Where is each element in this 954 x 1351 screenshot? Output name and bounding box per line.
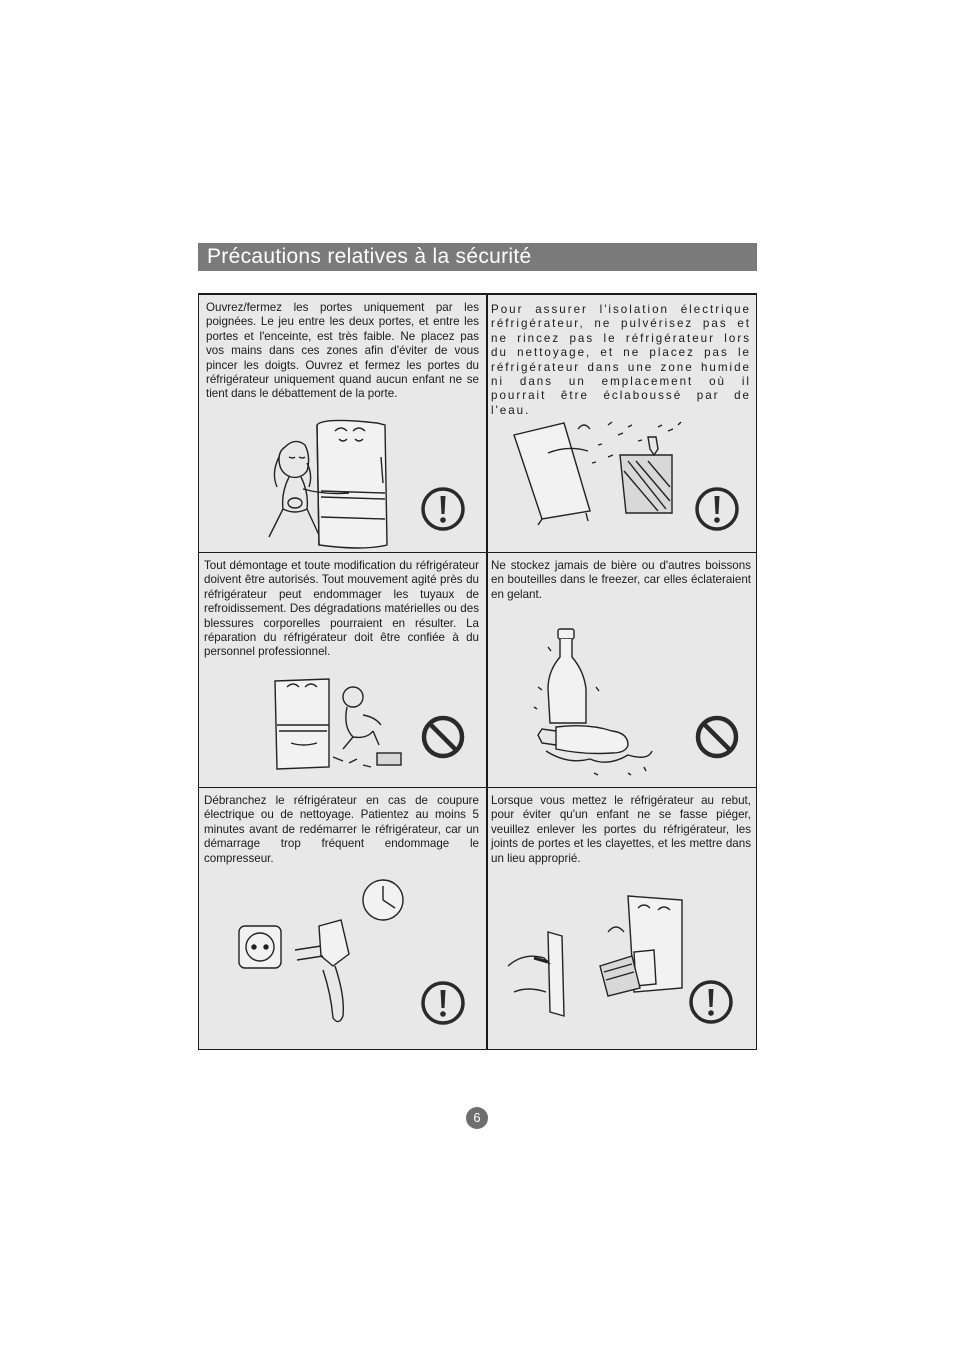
section-title: Précautions relatives à la sécurité — [207, 245, 532, 268]
cell-text: Lorsque vous mettez le réfrigérateur au rebut, pour éviter qu'un enfant ne se fasse piéger, veuillez enlever les portes du réfrigérateur, les joints de portes et les clayettes, et les mettre dans un lieu approprié. — [491, 794, 751, 865]
broken-bottles-illustration — [528, 627, 668, 781]
water-spray-illustration — [508, 415, 698, 527]
warning-icon — [420, 980, 466, 1026]
plug-clock-illustration — [235, 876, 407, 1026]
section-title-bar — [198, 243, 757, 271]
cell-text: Débranchez le réfrigérateur en cas de coupure électrique ou de nettoyage. Patientez au moins 5 minutes avant de redémarrer le réfrigérateur, car un démarrage trop fréquent endommage le compresseur. — [204, 794, 479, 865]
cell-disposal — [488, 788, 756, 1050]
page-number: 6 — [466, 1107, 488, 1129]
prohibited-icon — [420, 714, 466, 760]
cell-text: Ne stockez jamais de bière ou d'autres boissons en bouteilles dans le freezer, car elles éclateraient en gelant. — [491, 559, 751, 601]
cell-unplug — [199, 788, 486, 1050]
child-tools-illustration — [273, 675, 409, 779]
safety-grid — [198, 293, 757, 1050]
prohibited-icon — [694, 714, 740, 760]
warning-icon — [688, 979, 734, 1025]
cell-text: Tout démontage et toute modification du réfrigérateur doivent être autorisés. Tout mouvement agité près du réfrigérateur peut endommager les tuyaux de refroidissement. Des dégradations matérielles ou des blessures corporelles pourraient en résulter. La réparation du réfrigérateur doit être confiée à du personnel professionnel. — [204, 559, 479, 659]
cell-bottles-freezer — [488, 553, 756, 787]
cell-text: Ouvrez/fermez les portes uniquement par les poignées. Le jeu entre les deux portes, et entre les portes et l'enceinte, est très faible. Ne placez pas vos mains dans ces zones afin d'éviter de vous pincer les doigts. Ouvrez et fermez les portes du réfrigérateur uniquement quand aucun enfant ne se tient dans le débattement de la porte. — [206, 301, 479, 401]
cell-water-spray — [488, 295, 756, 552]
disposal-illustration — [504, 892, 700, 1026]
girl-fridge-illustration — [265, 413, 397, 553]
warning-icon — [694, 486, 740, 532]
cell-door-pinch — [199, 295, 486, 552]
warning-icon — [420, 486, 466, 532]
cell-disassembly — [199, 553, 486, 787]
cell-text: Pour assurer l'isolation électrique réfrigérateur, ne pulvérisez pas et ne rincez pas le réfrigérateur lors du nettoyage, et ne placez pas le réfrigérateur dans une zone humide ni dans un emplacement où il pourrait être éclaboussé par de l'eau. — [491, 303, 751, 417]
